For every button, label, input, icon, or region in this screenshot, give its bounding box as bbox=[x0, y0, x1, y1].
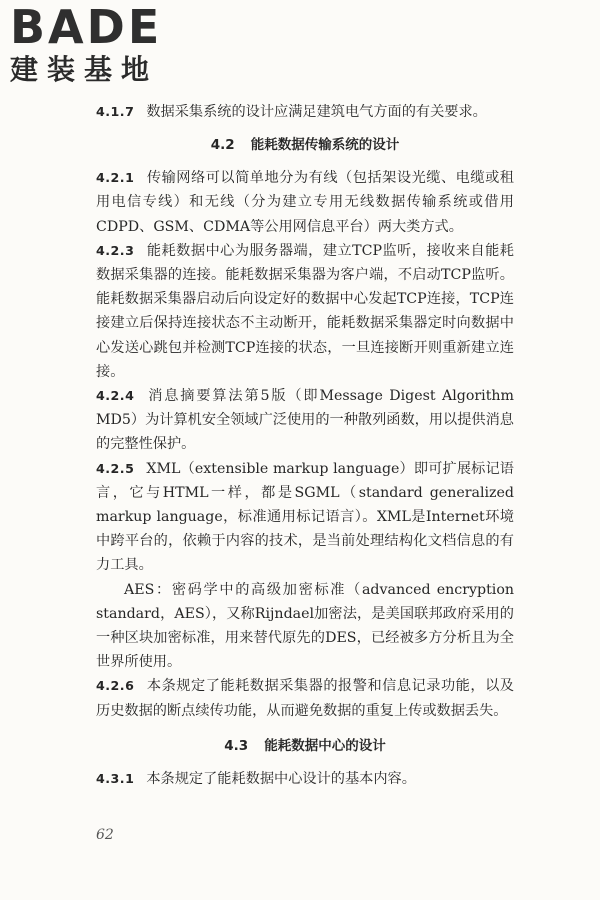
clause-4-2-4 bbox=[96, 384, 514, 457]
clause-number: 4.2.3 bbox=[96, 242, 135, 258]
clause-text: 本条规定了能耗数据采集器的报警和信息记录功能，以及历史数据的断点续传功能，从而避免数据的重复上传或数据丢失。 bbox=[96, 678, 514, 719]
section-heading-4-3 bbox=[96, 735, 514, 757]
clause-4-1-7 bbox=[96, 100, 514, 124]
clause-number: 4.3.1 bbox=[96, 770, 135, 786]
page-content bbox=[96, 100, 514, 791]
logo-text-en: BADE bbox=[10, 0, 163, 54]
section-number: 4.3 bbox=[224, 737, 249, 754]
clause-number: 4.2.4 bbox=[96, 388, 135, 404]
clause-text: 数据采集系统的设计应满足建筑电气方面的有关要求。 bbox=[146, 104, 487, 120]
clause-4-2-3 bbox=[96, 239, 514, 384]
clause-number: 4.2.5 bbox=[96, 460, 135, 476]
logo-text-cn: 建装基地 bbox=[10, 53, 159, 86]
clause-4-2-5 bbox=[96, 457, 514, 578]
page-number: 62 bbox=[96, 827, 114, 843]
clause-number: 4.2.1 bbox=[96, 170, 135, 186]
clause-number: 4.1.7 bbox=[96, 104, 135, 119]
logo bbox=[10, 2, 180, 86]
clause-4-2-1 bbox=[96, 166, 514, 239]
clause-text: 能耗数据中心为服务器端，建立TCP监听，接收来自能耗数据采集器的连接。能耗数据采集器为客户端，不启动TCP监听。能耗数据采集器启动后向设定好的数据中心发起TCP连接，TCP连接建立后保持连接状态不主动断开，能耗数据采集器定时向数据中心发送心跳包并检测TCP连接的状态，一旦连接断开则重新建立连接。 bbox=[96, 242, 514, 380]
clause-text: 消息摘要算法第5版（即Message Digest Algorithm MD5）为计算机安全领域广泛使用的一种散列函数，用以提供消息的完整性保护。 bbox=[96, 388, 514, 453]
section-title: 能耗数据传输系统的设计 bbox=[250, 137, 400, 154]
paragraph-text: AES：密码学中的高级加密标准（advanced encryption standard，AES），又称Rijndael加密法，是美国联邦政府采用的一种区块加密标准，用来替代原先的DES，已经被多方分析且为全世界所使用。 bbox=[96, 581, 514, 671]
section-title: 能耗数据中心的设计 bbox=[264, 737, 386, 754]
clause-4-3-1 bbox=[96, 767, 514, 791]
clause-4-2-6 bbox=[96, 674, 514, 722]
clause-number: 4.2.6 bbox=[96, 678, 135, 694]
clause-text: 本条规定了能耗数据中心设计的基本内容。 bbox=[146, 770, 416, 787]
clause-text: 传输网络可以简单地分为有线（包括架设光缆、电缆或租用电信专线）和无线（分为建立专用无线数据传输系统或借用CDPD、GSM、CDMA等公用网信息平台）两大类方式。 bbox=[96, 170, 514, 235]
section-heading-4-2 bbox=[96, 134, 514, 156]
section-number: 4.2 bbox=[210, 137, 235, 154]
clause-text: XML（extensible markup language）即可扩展标记语言，它与HTML一样，都是SGML（standard generalized markup language，标准通用标记语言）。XML是Internet环境中跨平台的，依赖于内容的技术，是当前处理结构化文档信息的有力工具。 bbox=[96, 460, 514, 574]
aes-paragraph bbox=[96, 578, 514, 675]
